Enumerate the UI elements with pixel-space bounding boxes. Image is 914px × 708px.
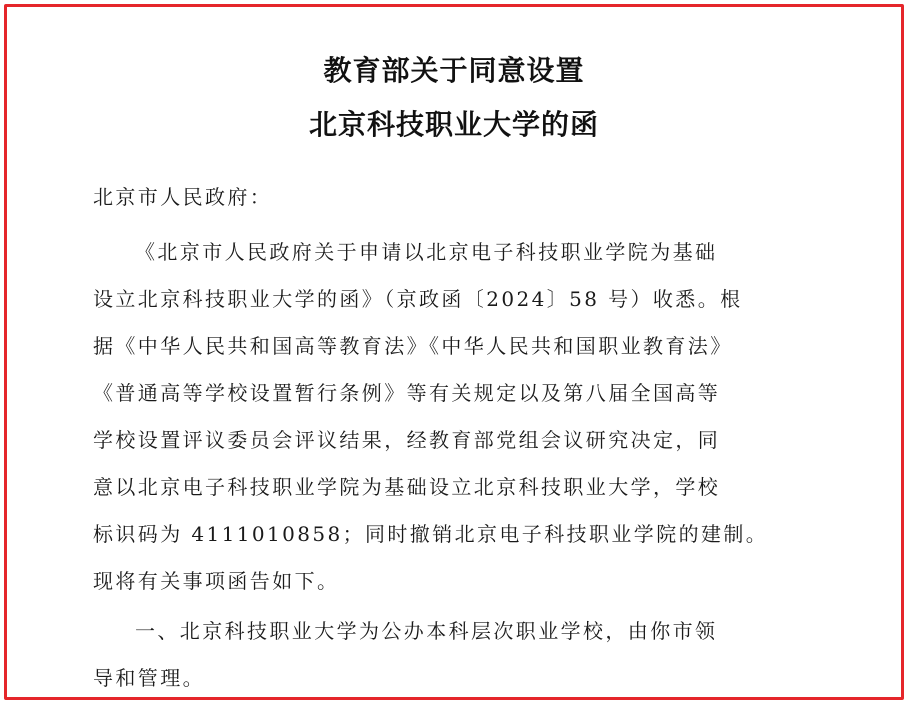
paragraph-1-line-1: 《北京市人民政府关于申请以北京电子科技职业学院为基础 <box>135 240 718 264</box>
paragraph-1-line-3: 据《中华人民共和国高等教育法》《中华人民共和国职业教育法》 <box>93 334 733 358</box>
paragraph-1-line-5: 学校设置评议委员会评议结果，经教育部党组会议研究决定，同 <box>93 428 721 452</box>
paragraph-2-line-1: 一、北京科技职业大学为公办本科层次职业学校，由你市领 <box>135 619 718 643</box>
document-frame <box>4 4 904 700</box>
document-title-line-1: 教育部关于同意设置 <box>323 54 585 87</box>
paragraph-1-line-4: 《普通高等学校设置暂行条例》等有关规定以及第八届全国高等 <box>93 381 721 405</box>
paragraph-1-line-2: 设立北京科技职业大学的函》（京政函〔2024〕58 号）收悉。根 <box>93 287 743 311</box>
addressee: 北京市人民政府： <box>93 185 273 209</box>
paragraph-1-line-7: 标识码为 4111010858；同时撤销北京电子科技职业学院的建制。 <box>93 522 769 546</box>
document-title-line-2: 北京科技职业大学的函 <box>308 108 599 141</box>
paragraph-1-line-6: 意以北京电子科技职业学院为基础设立北京科技职业大学，学校 <box>93 475 721 499</box>
paragraph-1-line-8: 现将有关事项函告如下。 <box>93 569 340 593</box>
paragraph-2-line-2: 导和管理。 <box>93 666 205 690</box>
